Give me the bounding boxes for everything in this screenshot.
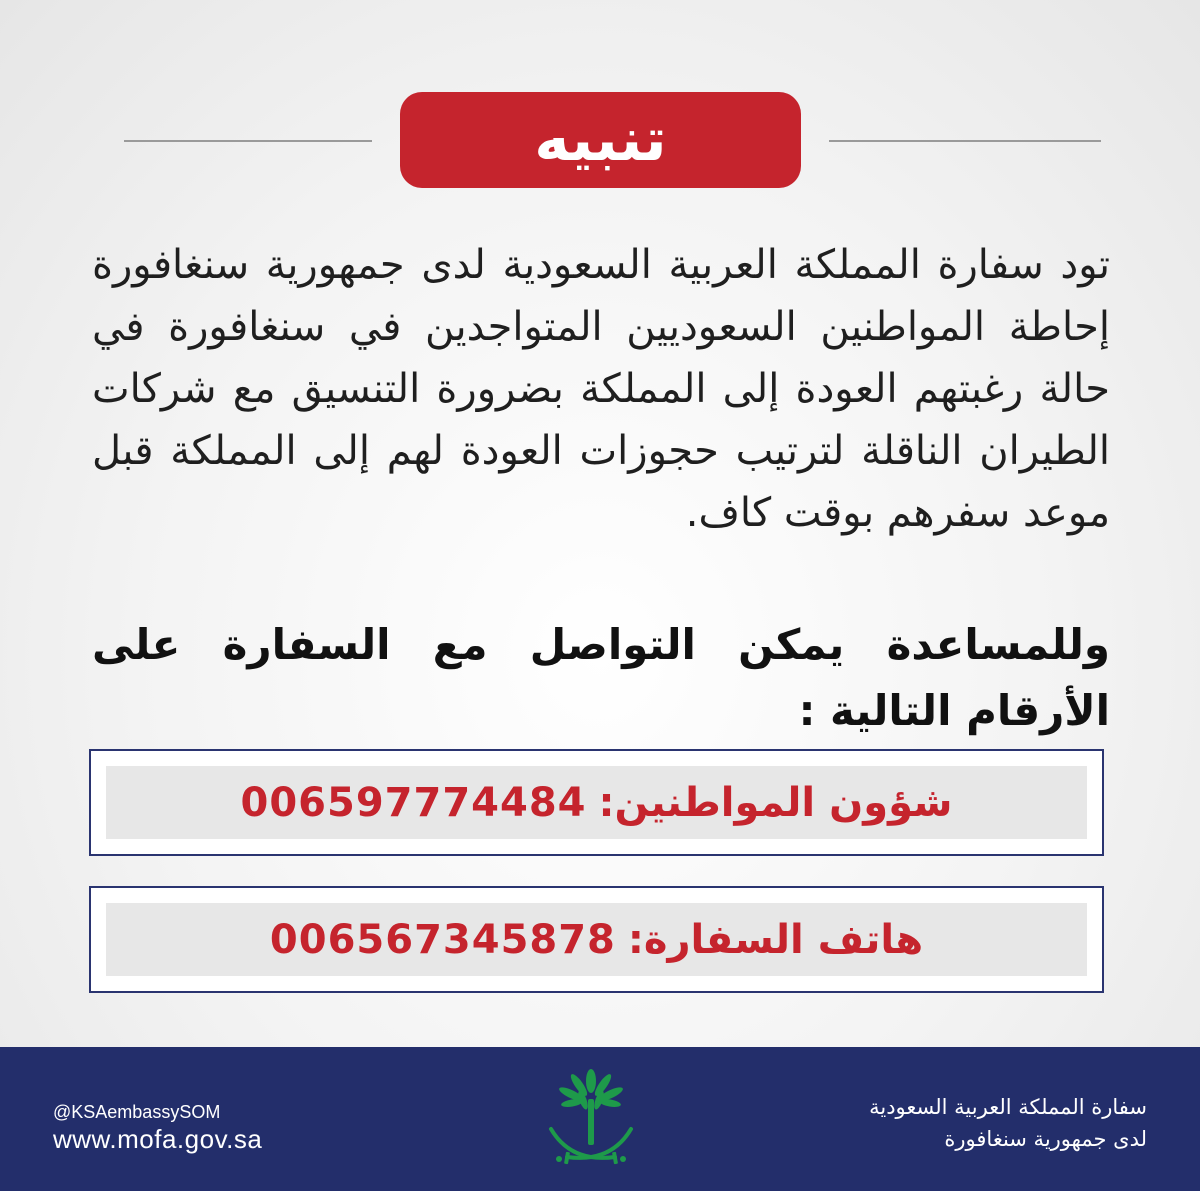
notice-body: تود سفارة المملكة العربية السعودية لدى جمهورية سنغافورة إحاطة المواطنين السعوديين المتواجدين في سنغافورة في حالة رغبتهم العودة إلى المملكة بضرورة التنسيق مع شركات الطيران الناقلة لترتيب حجوزات العودة لهم إلى المملكة قبل موعد سفرهم بوقت كاف. xyxy=(92,242,1110,536)
contact-row xyxy=(106,766,1087,839)
contact-box-citizens-affairs xyxy=(89,749,1104,856)
contact-phone-number[interactable]: 006567345878 xyxy=(269,916,616,963)
contact-label: شؤون المواطنين: xyxy=(598,779,953,826)
help-heading: وللمساعدة يمكن التواصل مع السفارة على الأرقام التالية : xyxy=(92,620,1110,735)
embassy-name-line1: سفارة المملكة العربية السعودية xyxy=(869,1095,1147,1119)
title-badge xyxy=(400,92,801,188)
contact-phone-number[interactable]: 006597774484 xyxy=(240,779,587,826)
social-handle[interactable]: @KSAembassySOM xyxy=(53,1102,221,1122)
saudi-emblem-palm-swords-icon xyxy=(541,1067,641,1175)
contact-label: هاتف السفارة: xyxy=(627,916,924,963)
contact-row xyxy=(106,903,1087,976)
website-link[interactable]: www.mofa.gov.sa xyxy=(53,1124,263,1154)
title-divider-left xyxy=(124,140,372,142)
footer-bar xyxy=(0,1047,1200,1191)
embassy-name-line2: لدى جمهورية سنغافورة xyxy=(944,1127,1147,1151)
contact-box-embassy-phone xyxy=(89,886,1104,993)
title-divider-right xyxy=(829,140,1101,142)
page-title: تنبيه xyxy=(534,105,667,175)
